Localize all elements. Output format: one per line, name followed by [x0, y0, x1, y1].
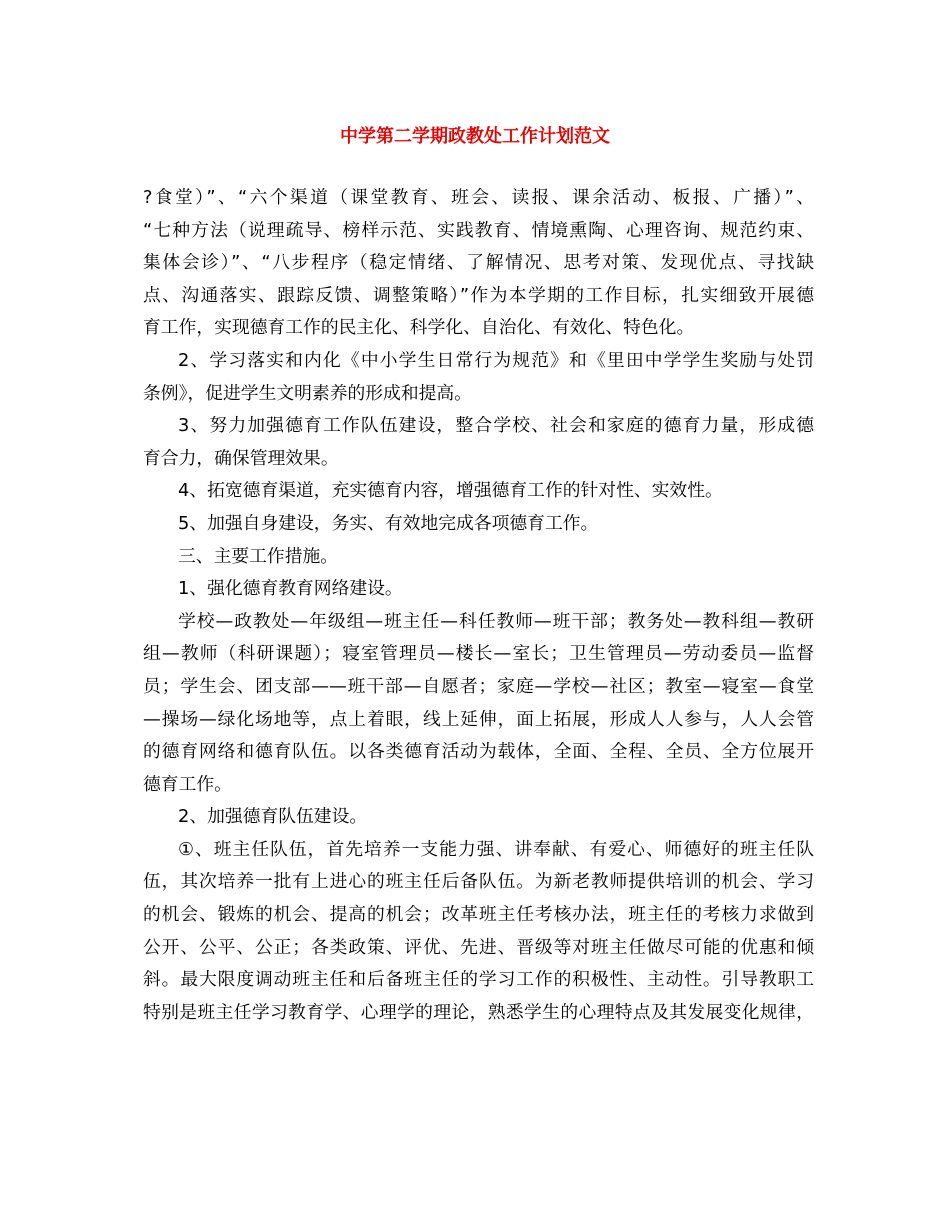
text-line: 2、加强德育队伍建设。: [178, 806, 368, 828]
document-title: 中学第二学期政教处工作计划范文: [340, 126, 610, 147]
text-line: 1、强化德育教育网络建设。: [178, 578, 403, 600]
text-line: —操场—绿化场地等，点上着眼，线上延伸，面上拓展，形成人人参与，人人会管: [143, 708, 814, 730]
text-line: 点、沟通落实、跟踪反馈、调整策略）”作为本学期的工作目标，扎实细致开展德: [143, 284, 814, 306]
text-line: 条例》，促进学生文明素养的形成和提高。: [143, 382, 472, 404]
text-line: 2、学习落实和内化《中小学生日常行为规范》和《里田中学学生奖励与处罚: [178, 349, 814, 371]
text-line: “七种方法（说理疏导、榜样示范、实践教育、情境熏陶、心理咨询、规范约束、: [143, 219, 814, 241]
text-line: 学校—政教处—年级组—班主任—科任教师—班干部；教务处—教科组—教研: [178, 610, 814, 632]
text-line: 集体会诊）”、“八步程序（稳定情绪、了解情况、思考对策、发现优点、寻找缺: [143, 252, 814, 274]
document-body: [143, 182, 814, 1029]
text-line: ?食堂）”、“六个渠道（课堂教育、班会、读报、课余活动、板报、广播）”、: [143, 187, 814, 208]
text-line: 特别是班主任学习教育学、心理学的理论，熟悉学生的心理特点及其发展变化规律，: [143, 1001, 814, 1023]
text-line: 员；学生会、团支部——班干部—自愿者；家庭—学校—社区；教室—寝室—食堂: [143, 675, 814, 697]
text-line: 3、努力加强德育工作队伍建设，整合学校、社会和家庭的德育力量，形成德: [178, 415, 814, 437]
text-line: 4、拓宽德育渠道，充实德育内容，增强德育工作的针对性、实效性。: [178, 480, 723, 502]
text-line: 德育工作。: [143, 773, 232, 795]
text-line: 育工作，实现德育工作的民主化、科学化、自治化、有效化、特色化。: [143, 317, 695, 339]
text-line: 的机会、锻炼的机会、提高的机会；改革班主任考核办法，班主任的考核力求做到: [143, 904, 814, 926]
text-line: 公开、公平、公正；各类政策、评优、先进、晋级等对班主任做尽可能的优惠和倾: [143, 936, 814, 958]
text-line: 斜。最大限度调动班主任和后备班主任的学习工作的积极性、主动性。引导教职工: [143, 969, 814, 991]
text-line: 的德育网络和德育队伍。以各类德育活动为载体，全面、全程、全员、全方位展开: [143, 741, 814, 763]
text-line: 组—教师（科研课题）；寝室管理员—楼长—室长；卫生管理员—劳动委员—监督: [143, 643, 814, 665]
text-line: ①、班主任队伍，首先培养一支能力强、讲奉献、有爱心、师德好的班主任队: [178, 838, 814, 860]
text-line: 5、加强自身建设，务实、有效地完成各项德育工作。: [178, 512, 599, 534]
text-line: 育合力，确保管理效果。: [143, 447, 339, 469]
text-line: 三、主要工作措施。: [178, 545, 339, 567]
text-line: 伍，其次培养一批有上进心的班主任后备队伍。为新老教师提供培训的机会、学习: [143, 871, 814, 893]
